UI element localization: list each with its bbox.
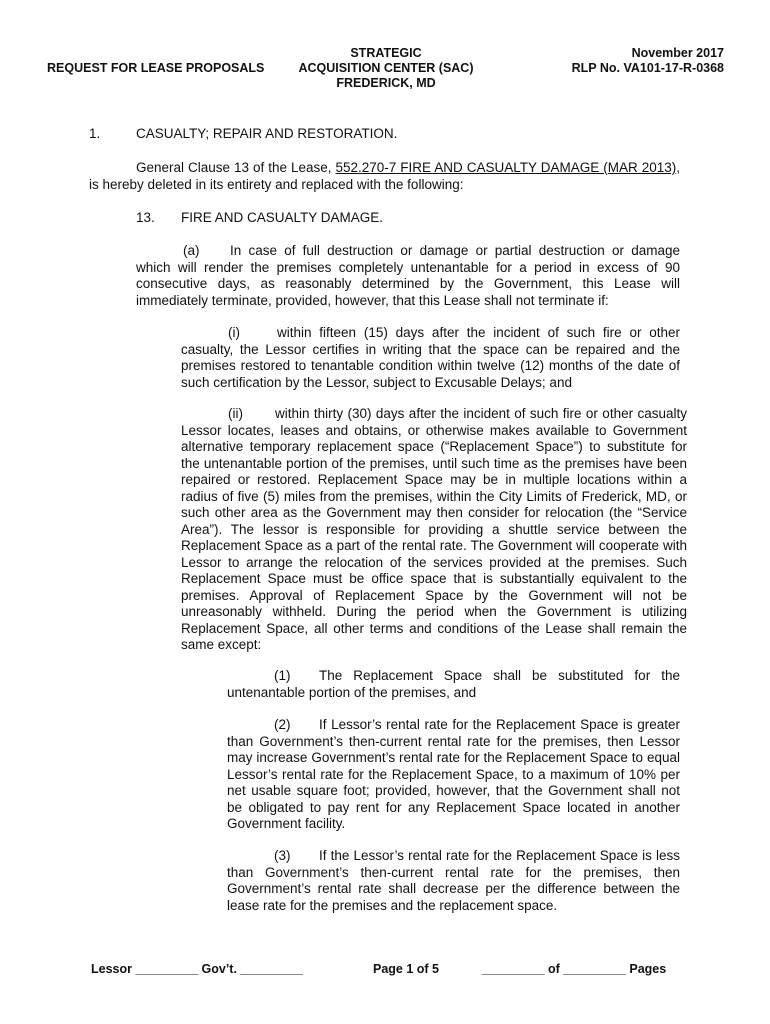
header-left-title: REQUEST FOR LEASE PROPOSALS xyxy=(47,61,265,75)
header-center-line2: ACQUISITION CENTER (SAC) xyxy=(298,61,474,75)
paragraph-3-text: If the Lessor’s rental rate for the Replacement Space is less than Government’s then-current rental rate for the premises, then Government’s rental rate shall decrease per the difference between the lease rate for the premises and the replacement space. xyxy=(227,848,680,913)
paragraph-i-label: (i) xyxy=(228,325,240,340)
footer-initials: Lessor _________ Gov’t. _________ xyxy=(91,962,303,976)
section-number: 1. xyxy=(89,126,101,141)
footer-page-number: Page 1 of 5 xyxy=(373,962,439,976)
clause-number: 13. xyxy=(136,210,155,225)
paragraph-1-text: The Replacement Space shall be substituted for the untenantable portion of the premises, and xyxy=(227,668,680,700)
paragraph-i-text: within fifteen (15) days after the incident of such fire or other casualty, the Lessor certifies in writing that the space can be repaired and the premises restored to tenantable condition within twelve (12) months of the date of such certification by the Lessor, subject to Excusable Delays; and xyxy=(181,325,680,390)
paragraph-2-text: If Lessor’s rental rate for the Replacement Space is greater than Government’s then-current rental rate for the premises, then Lessor may increase Government’s rental rate for the Replacement Space to equal Lessor’s rental rate for the Replacement Space, to a maximum of 10% per net usable square foot; provided, however, that the Government shall not be obligated to pay rent for any Replacement Space located in another Government facility. xyxy=(227,717,680,831)
paragraph-a-text: In case of full destruction or damage or partial destruction or damage which will render the premises completely untenantable for a period in excess of 90 consecutive days, as reasonably determined by the Government, this Lease will immediately terminate, provided, however, that this Lease shall not terminate if: xyxy=(136,243,680,308)
paragraph-a-label: (a) xyxy=(183,243,200,258)
paragraph-ii-label: (ii) xyxy=(228,406,243,421)
paragraph-ii xyxy=(181,406,687,654)
clause-title: FIRE AND CASUALTY DAMAGE. xyxy=(181,210,384,225)
header-right-block xyxy=(572,46,724,76)
header-date: November 2017 xyxy=(631,46,724,60)
paragraph-2-label: (2) xyxy=(274,717,291,732)
header-center-line1: STRATEGIC xyxy=(350,46,422,60)
paragraph-2 xyxy=(227,717,680,833)
section-intro xyxy=(89,160,680,193)
paragraph-3-label: (3) xyxy=(274,848,291,863)
header-rlp-number: RLP No. VA101-17-R-0368 xyxy=(571,61,724,75)
paragraph-i xyxy=(181,325,680,391)
clause-reference-link: 552.270-7 FIRE AND CASUALTY DAMAGE (MAR 2013) xyxy=(335,160,677,175)
paragraph-a xyxy=(136,243,680,309)
section-title: CASUALTY; REPAIR AND RESTORATION. xyxy=(136,126,398,141)
intro-post: , is hereby deleted in its entirety and replaced with the following: xyxy=(89,160,680,192)
header-center-block xyxy=(270,46,502,91)
paragraph-3 xyxy=(227,848,680,914)
footer-page-count: _________ of _________ Pages xyxy=(482,962,667,976)
paragraph-ii-text: within thirty (30) days after the incident of such fire or other casualty Lessor locates, leases and obtains, or otherwise makes available to Government alternative temporary replacement space (“Replacement Space”) to substitute for the untenantable portion of the premises, until such time as the premises have been repaired or restored. Replacement Space may be in multiple locations within a radius of five (5) miles from the premises, within the City Limits of Frederick, MD, or such other area as the Government may then consider for relocation (the “Service Area”). The lessor is responsible for providing a shuttle service between the Replacement Space as a part of the rental rate. The Government will cooperate with Lessor to arrange the relocation of the services provided at the premises. Such Replacement Space must be office space that is substantially equivalent to the premises. Approval of Replacement Space by the Government will not be unreasonably withheld. During the period when the Government is utilizing Replacement Space, all other terms and conditions of the Lease shall remain the same except: xyxy=(181,406,687,652)
paragraph-1 xyxy=(227,668,680,701)
header-center-line3: FREDERICK, MD xyxy=(336,76,436,90)
paragraph-1-label: (1) xyxy=(274,668,291,683)
intro-pre: General Clause 13 of the Lease, xyxy=(136,160,336,175)
